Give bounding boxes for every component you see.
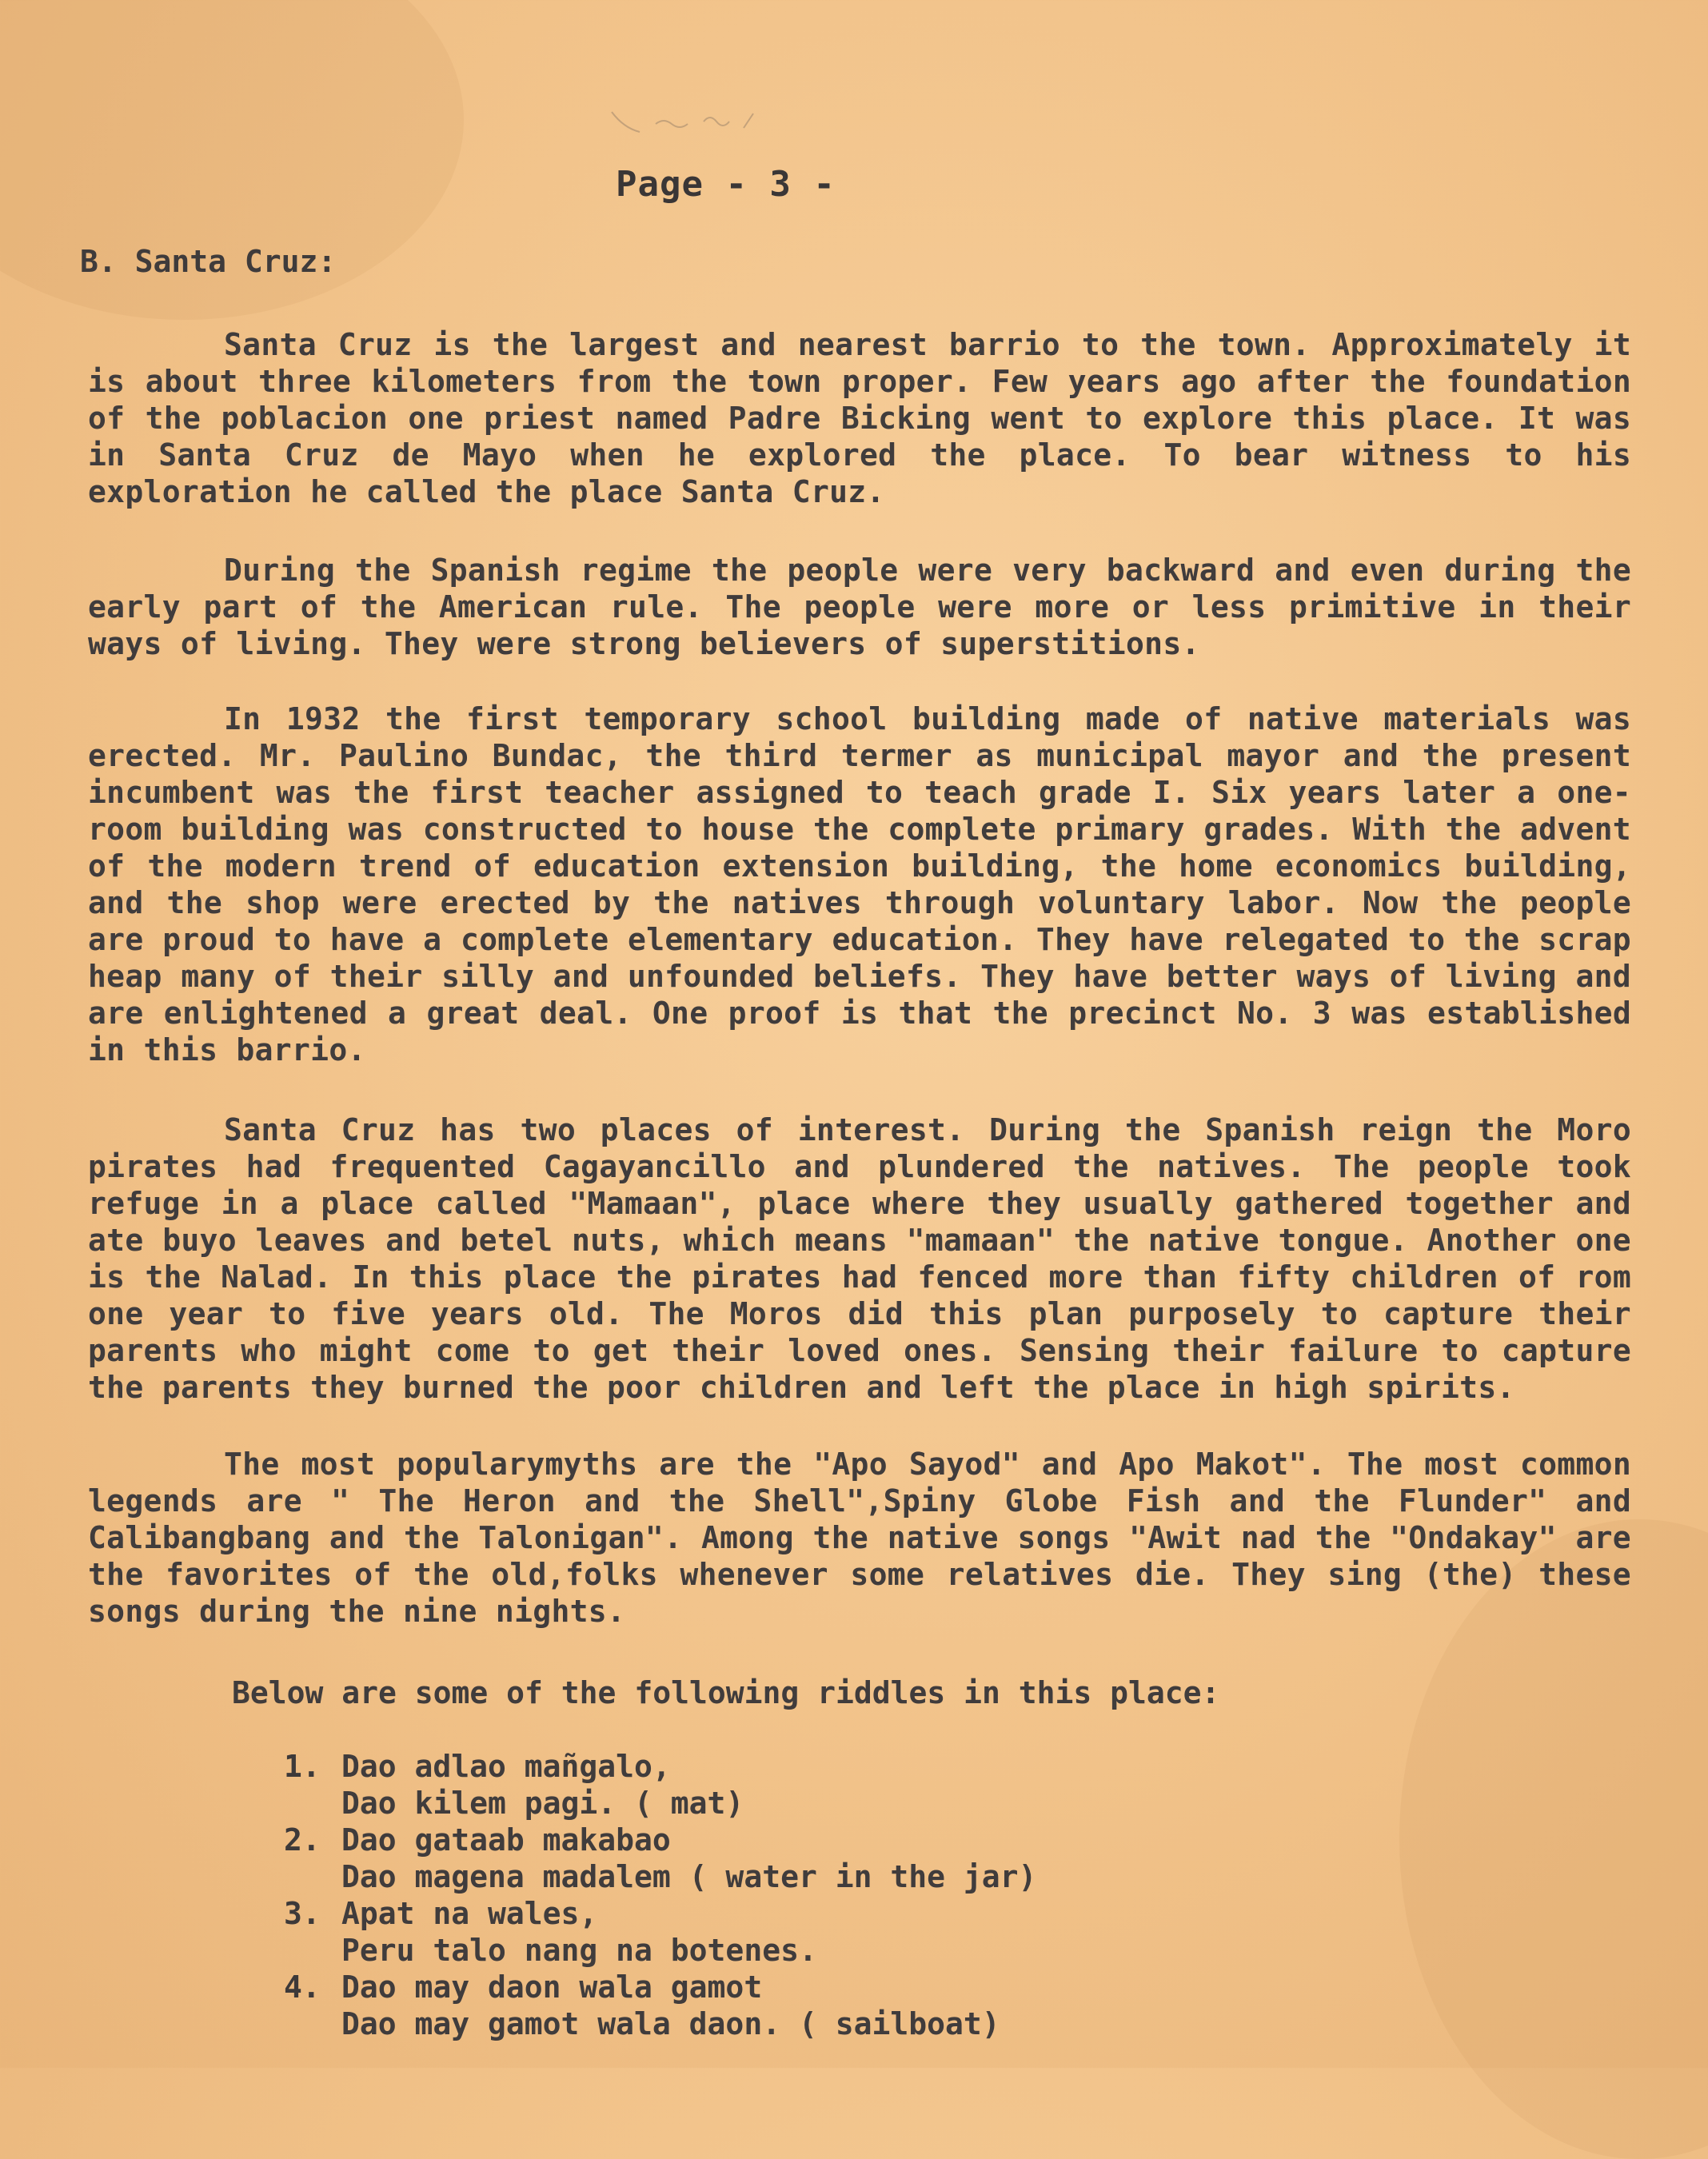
riddles-list [284,1748,1563,2042]
riddle-line: Apat na wales, [341,1896,598,1931]
riddle-number: 1. [284,1749,321,1784]
riddle-item [284,1969,1563,2042]
riddles-intro: Below are some of the following riddles in this place: [232,1675,1220,1710]
riddle-line: Dao gataab makabao [341,1822,671,1858]
paragraph-school-history: In 1932 the first temporary school building made of native materials was erected. Mr. Paulino Bundac, the third termer as municipal mayor and the present incumbent was the first teacher assigned to teach grade I. Six years later a one-room building was constructed to house the complete primary grades. With the advent of the modern trend of education extension building, the home economics building, and the shop were erected by the natives through voluntary labor. Now the people are proud to have a complete elementary education. They have relegated to the scrap heap many of their silly and unfounded beliefs. They have better ways of living and are enlightened a great deal. One proof is that the precinct No. 3 was established in this barrio. [88,701,1631,1068]
riddle-number: 4. [284,1969,321,2005]
paragraph-myths-legends: The most popularymyths are the "Apo Sayod" and Apo Makot". The most common legends are " The Heron and the Shell",Spiny Globe Fish and the Flunder" and Calibangbang and the Talonigan". Among the native songs "Awit nad the "Ondakay" are the favorites of the old,folks whenever some relatives die. They sing (the) these songs during the nine nights. [88,1447,1631,1629]
riddle-item [284,1895,1563,1969]
paragraph-spanish-regime: During the Spanish regime the people were very backward and even during the early part of the American rule. The people were more or less primitive in their ways of living. They were strong believers of superstitions. [88,553,1631,661]
riddle-line: Dao magena madalem ( water in the jar) [341,1859,1037,1894]
riddle-item [284,1748,1563,1822]
page-number: Page - 3 - [616,164,836,205]
riddle-line: Dao may daon wala gamot [341,1969,763,2005]
riddle-item [284,1822,1563,1895]
riddle-line: Dao kilem pagi. ( mat) [341,1786,744,1821]
riddle-number: 2. [284,1822,321,1858]
paragraph-places-of-interest: Santa Cruz has two places of interest. During the Spanish reign the Moro pirates had frequented Cagayancillo and plundered the natives. The people took refuge in a place called "Mamaan", place where they usually gathered together and ate buyo leaves and betel nuts, which means "mamaan" the native tongue. Another one is the Nalad. In this place the pirates had fenced more than fifty children of rom one year to five years old. The Moros did this plan purposely to capture their parents who might come to get their loved ones. Sensing their failure to capture the parents they burned the poor children and left the place in high spirits. [88,1112,1631,1405]
pencil-mark [608,104,768,144]
riddle-line: Dao may gamot wala daon. ( sailboat) [341,2006,1000,2041]
riddle-line: Dao adlao mañgalo, [341,1749,671,1784]
paragraph-origin: Santa Cruz is the largest and nearest barrio to the town. Approximately it is about three kilometers from the town proper. Few years ago after the foundation of the poblacion one priest named Padre Bicking went to explore this place. It was in Santa Cruz de Mayo when he explored the place. To bear witness to his exploration he called the place Santa Cruz. [88,327,1631,509]
riddle-number: 3. [284,1896,321,1931]
section-heading: B. Santa Cruz: [80,244,337,279]
riddle-line: Peru talo nang na botenes. [341,1933,817,1968]
